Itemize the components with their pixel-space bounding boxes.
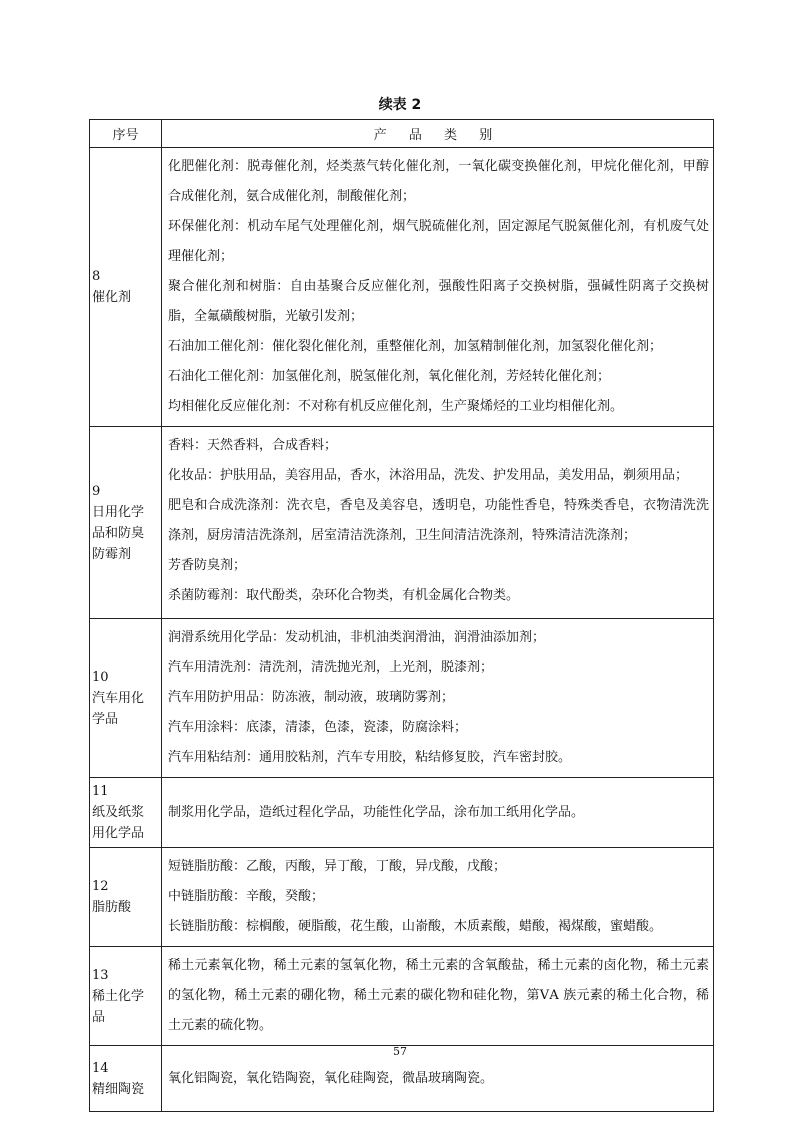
category-seq-cell <box>90 427 162 619</box>
category-number: 13 <box>92 967 109 983</box>
category-item: 石油化工催化剂：加氢催化剂，脱氢催化剂，氧化催化剂，芳烃转化催化剂； <box>168 369 611 384</box>
category-name-line: 精细陶瓷 <box>92 1081 145 1097</box>
category-name-line: 用化学品 <box>92 826 145 841</box>
category-item: 短链脂肪酸：乙酸，丙酸，异丁酸，丁酸，异戊酸，戊酸； <box>168 859 507 874</box>
table-row <box>90 848 714 947</box>
category-item: 香料：天然香料，合成香料； <box>168 438 338 453</box>
category-items-cell <box>162 619 714 778</box>
category-item: 石油加工催化剂：催化裂化催化剂，重整催化剂，加氢精制催化剂，加氢裂化催化剂； <box>168 339 663 354</box>
category-item: 汽车用粘结剂：通用胶粘剂，汽车专用胶，粘结修复胶，汽车密封胶。 <box>168 750 572 765</box>
category-item: 汽车用防护用品：防冻液，制动液，玻璃防雾剂； <box>168 690 455 705</box>
category-name-line: 脂肪酸 <box>92 900 132 915</box>
product-category-table <box>89 119 714 1112</box>
category-number: 8 <box>92 269 101 284</box>
category-number: 12 <box>92 879 109 894</box>
category-items-cell <box>162 427 714 619</box>
category-seq-cell <box>90 848 162 947</box>
category-name-line: 品和防臭 <box>92 525 145 541</box>
category-item: 化妆品：护肤用品，美容用品，香水，沐浴用品，洗发、护发用品，美发用品，剃须用品； <box>168 468 689 483</box>
category-name-line: 催化剂 <box>92 290 132 305</box>
table-body <box>90 148 714 1112</box>
category-item: 聚合催化剂和树脂：自由基聚合反应催化剂，强酸性阳离子交换树脂，强碱性阴离子交换树脂，全氟磺酸树脂，光敏引发剂； <box>168 279 709 324</box>
category-seq-cell <box>90 148 162 427</box>
table-row <box>90 619 714 778</box>
page-number: 57 <box>393 1045 407 1058</box>
category-item: 长链脂肪酸：棕榈酸，硬脂酸，花生酸，山嵛酸，木质素酸，蜡酸，褐煤酸，蜜蜡酸。 <box>168 919 663 934</box>
category-name-line: 纸及纸浆 <box>92 805 145 820</box>
category-name-line: 品 <box>92 1009 106 1025</box>
category-item: 化肥催化剂：脱毒催化剂，烃类蒸气转化催化剂，一氧化碳变换催化剂，甲烷化催化剂，甲醇合成催化剂，氨合成催化剂，制酸催化剂； <box>168 159 709 204</box>
category-item: 汽车用清洗剂：清洗剂，清洗抛光剂，上光剂，脱漆剂； <box>168 660 494 675</box>
table-header-row <box>90 120 714 148</box>
table-row <box>90 947 714 1046</box>
category-number: 14 <box>92 1060 109 1076</box>
category-item: 环保催化剂：机动车尾气处理催化剂，烟气脱硫催化剂，固定源尾气脱氮催化剂，有机废气处理催化剂； <box>168 219 709 264</box>
category-item: 芳香防臭剂； <box>168 558 247 573</box>
category-number: 11 <box>92 784 109 799</box>
table-title: 续表 2 <box>378 97 422 113</box>
category-item: 杀菌防霉剂：取代酚类，杂环化合物类，有机金属化合物类。 <box>168 588 520 603</box>
category-name-line: 汽车用化 <box>92 690 145 706</box>
category-item: 稀土元素氧化物，稀土元素的氢氧化物，稀土元素的含氧酸盐，稀土元素的卤化物，稀土元素的氢化物，稀土元素的硼化物，稀土元素的碳化物和硅化物，第ⅤA 族元素的稀土化合物，稀土元素的硫化物。 <box>168 958 709 1033</box>
table-row <box>90 778 714 848</box>
category-number: 10 <box>92 669 109 685</box>
category-name-line: 稀土化学 <box>92 988 145 1004</box>
category-item: 制浆用化学品，造纸过程化学品，功能性化学品，涂布加工纸用化学品。 <box>168 804 585 820</box>
category-item: 肥皂和合成洗涤剂：洗衣皂，香皂及美容皂，透明皂，功能性香皂，特殊类香皂，衣物清洗洗涤剂，厨房清洁洗涤剂，居室清洁洗涤剂，卫生间清洁洗涤剂，特殊清洁洗涤剂； <box>168 498 709 543</box>
category-item: 氧化铝陶瓷，氧化锆陶瓷，氧化硅陶瓷，微晶玻璃陶瓷。 <box>168 1070 494 1086</box>
category-name-line: 学品 <box>92 711 119 727</box>
category-item: 均相催化反应催化剂：不对称有机反应催化剂，生产聚烯烃的工业均相催化剂。 <box>168 399 624 414</box>
category-items-cell <box>162 148 714 427</box>
category-items-cell <box>162 947 714 1046</box>
category-seq-cell <box>90 947 162 1046</box>
category-item: 中链脂肪酸：辛酸，癸酸； <box>168 889 325 904</box>
category-seq-cell <box>90 619 162 778</box>
category-name-line: 防霉剂 <box>92 546 132 562</box>
category-name-line: 日用化学 <box>92 504 145 520</box>
category-seq-cell <box>90 778 162 848</box>
category-items-cell <box>162 778 714 848</box>
category-items-cell <box>162 848 714 947</box>
header-category: 产 品 类 别 <box>162 120 714 148</box>
category-item: 润滑系统用化学品：发动机油，非机油类润滑油，润滑油添加剂； <box>168 630 546 645</box>
category-number: 9 <box>92 483 101 499</box>
header-seq: 序号 <box>90 120 162 148</box>
table-row <box>90 148 714 427</box>
category-item: 汽车用涂料：底漆，清漆，色漆，瓷漆，防腐涂料； <box>168 720 468 735</box>
table-row <box>90 427 714 619</box>
